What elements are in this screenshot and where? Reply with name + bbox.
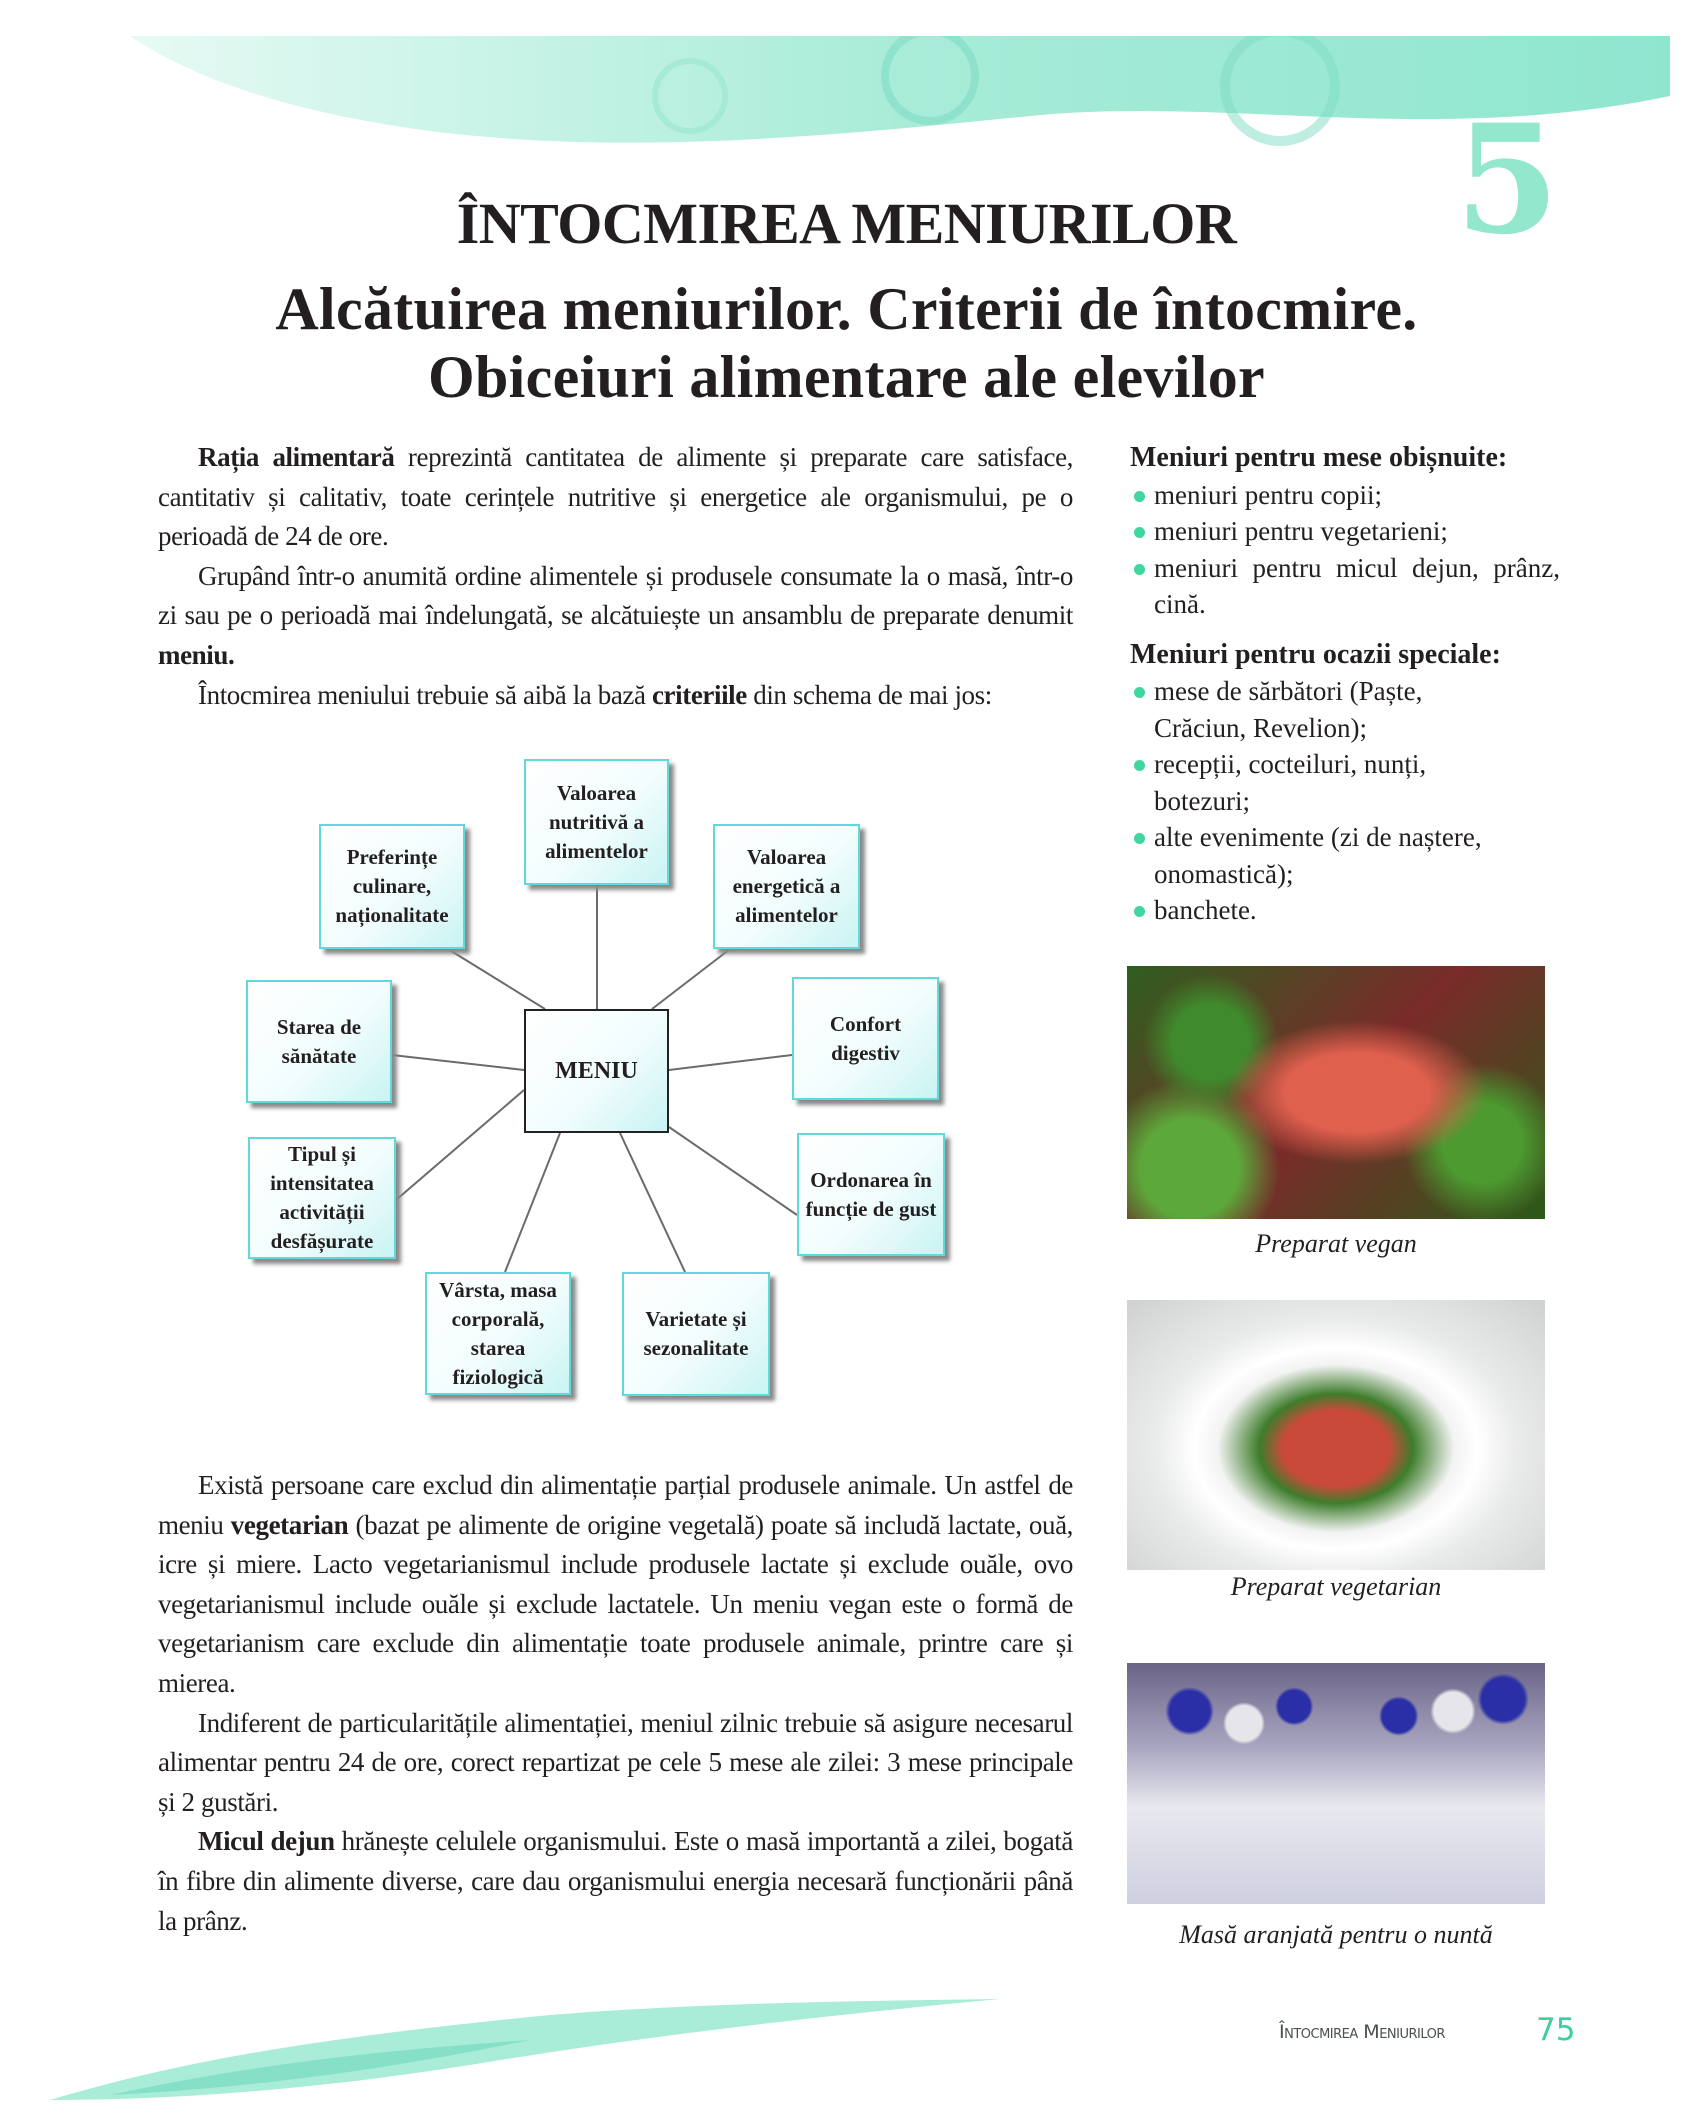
connector-line (448, 949, 545, 1009)
sidebar-heading: Meniuri pentru mese obișnuite: (1130, 442, 1508, 473)
lesson-subtitle (0, 275, 1693, 411)
text: reprezintă cantitatea de alimente și preparate care satisface, cantitativ și calitativ, toate cerințele nutritive și energetice ale organismului, pe o perioadă de 24 de ore. (158, 442, 1074, 552)
photo-caption: Preparat vegetarian (1230, 1572, 1442, 1601)
connector-line (669, 1127, 797, 1215)
text: din schema de mai jos: (746, 679, 992, 710)
menu-types-sidebar (1130, 440, 1560, 943)
list-item: meniuri pentru vegetarieni; (1130, 513, 1560, 550)
list-item: alte evenimente (zi de naștere, onomastică); (1130, 819, 1560, 892)
paragraph (158, 1822, 1073, 1941)
body-text (158, 1466, 1073, 1941)
criterion-nutritional-value: Valoarea nutritivă a alimentelor (524, 759, 669, 885)
photo-caption: Preparat vegan (1255, 1229, 1417, 1258)
list-item: meniuri pentru copii; (1130, 477, 1560, 514)
ordinary-menus-list (1130, 477, 1560, 623)
sidebar-heading: Meniuri pentru ocazii speciale: (1130, 638, 1501, 670)
bold-term: criteriile (651, 679, 747, 710)
subtitle-line: Alcătuirea meniurilor. Criterii de întocmire. (275, 276, 1418, 342)
bold-term: Rația alimentară (198, 442, 395, 472)
bold-term: vegetarian (230, 1509, 349, 1540)
criterion-health-state: Starea de sănătate (246, 980, 392, 1103)
paragraph (158, 1704, 1073, 1823)
menu-center-node: MENIU (524, 1009, 669, 1133)
text: Există persoane care exclud din alimentație parțial produsele animale. Un astfel de meniu (158, 1470, 1073, 1540)
bold-term: Micul dejun (198, 1826, 335, 1857)
paragraph (158, 1466, 1073, 1704)
photo-caption: Masă aranjată pentru o nuntă (1179, 1920, 1493, 1949)
connector-line (620, 1133, 685, 1272)
vegan-dish-photo (1127, 966, 1545, 1219)
connector-line (392, 1055, 524, 1070)
connector-line (652, 949, 730, 1009)
running-title: Întocmirea Meniurilor (1279, 2021, 1445, 2043)
list-item: recepții, cocteiluri, nunți, botezuri; (1130, 746, 1560, 819)
list-item: mese de sărbători (Paște, Crăciun, Revelion); (1130, 673, 1560, 746)
text: Grupând într-o anumită ordine alimentele și produsele consumate la o masă, într-o zi sau pe o perioadă mai îndelungată, se alcătuiește un ansamblu de preparate denumit (158, 560, 1073, 631)
paragraph (158, 438, 1073, 557)
criterion-age-mass: Vârsta, masa corporală, starea fiziologică (425, 1272, 571, 1395)
connector-line (396, 1090, 524, 1200)
criterion-activity-type: Tipul și intensitatea activității desfășurate (248, 1137, 396, 1259)
vegetarian-dish-photo (1127, 1300, 1545, 1570)
text: hrănește celulele organismului. Este o masă importantă a zilei, bogată în fibre din alimente diverse, care dau organismului energia necesară funcționării până la prânz. (158, 1826, 1073, 1936)
bold-term: meniu. (158, 639, 235, 670)
chapter-number: 5 (1455, 92, 1560, 268)
intro-text (158, 438, 1073, 715)
wedding-table-photo (1127, 1663, 1545, 1904)
subtitle-line: Obiceiuri alimentare ale elevilor (428, 344, 1265, 410)
list-item: meniuri pentru micul dejun, prânz, cină. (1130, 550, 1560, 623)
text: Întocmirea meniului trebuie să aibă la bază (198, 679, 652, 710)
paragraph (158, 676, 1073, 716)
criterion-variety-season: Varietate și sezonalitate (622, 1272, 770, 1396)
paragraph (158, 557, 1073, 676)
header-decoration (130, 36, 1670, 156)
text: Indiferent de particularitățile alimentației, meniul zilnic trebuie să asigure necesarul alimentar pentru 24 de ore, corect repartizat pe cele 5 mese ale zilei: 3 mese principale și 2 gustări. (158, 1707, 1073, 1817)
list-item: banchete. (1130, 892, 1560, 929)
connector-line (505, 1133, 560, 1272)
text: (bazat pe alimente de origine vegetală) poate să includă lactate, ouă, icre și miere. Lacto vegetarianismul include produsele lactate și exclude ouăle, ovo vegetarianismul include ouăle și exclude lactatele. Un meniu vegan este o formă de vegetarianism care exclude din alimentație toate produsele animale, printre care și mierea. (158, 1509, 1074, 1698)
special-menus-list (1130, 673, 1560, 929)
criterion-energy-value: Valoarea energetică a alimentelor (713, 824, 860, 949)
page-number: 75 (1536, 2012, 1576, 2048)
footer-decoration (50, 1995, 1000, 2105)
chapter-title: ÎNTOCMIREA MENIURILOR (456, 191, 1237, 256)
criterion-taste-order: Ordonarea în funcție de gust (797, 1133, 945, 1256)
criterion-culinary-preferences: Preferințe culinare, naționalitate (319, 824, 465, 949)
criterion-digestive-comfort: Confort digestiv (792, 977, 939, 1100)
connector-line (669, 1055, 792, 1070)
